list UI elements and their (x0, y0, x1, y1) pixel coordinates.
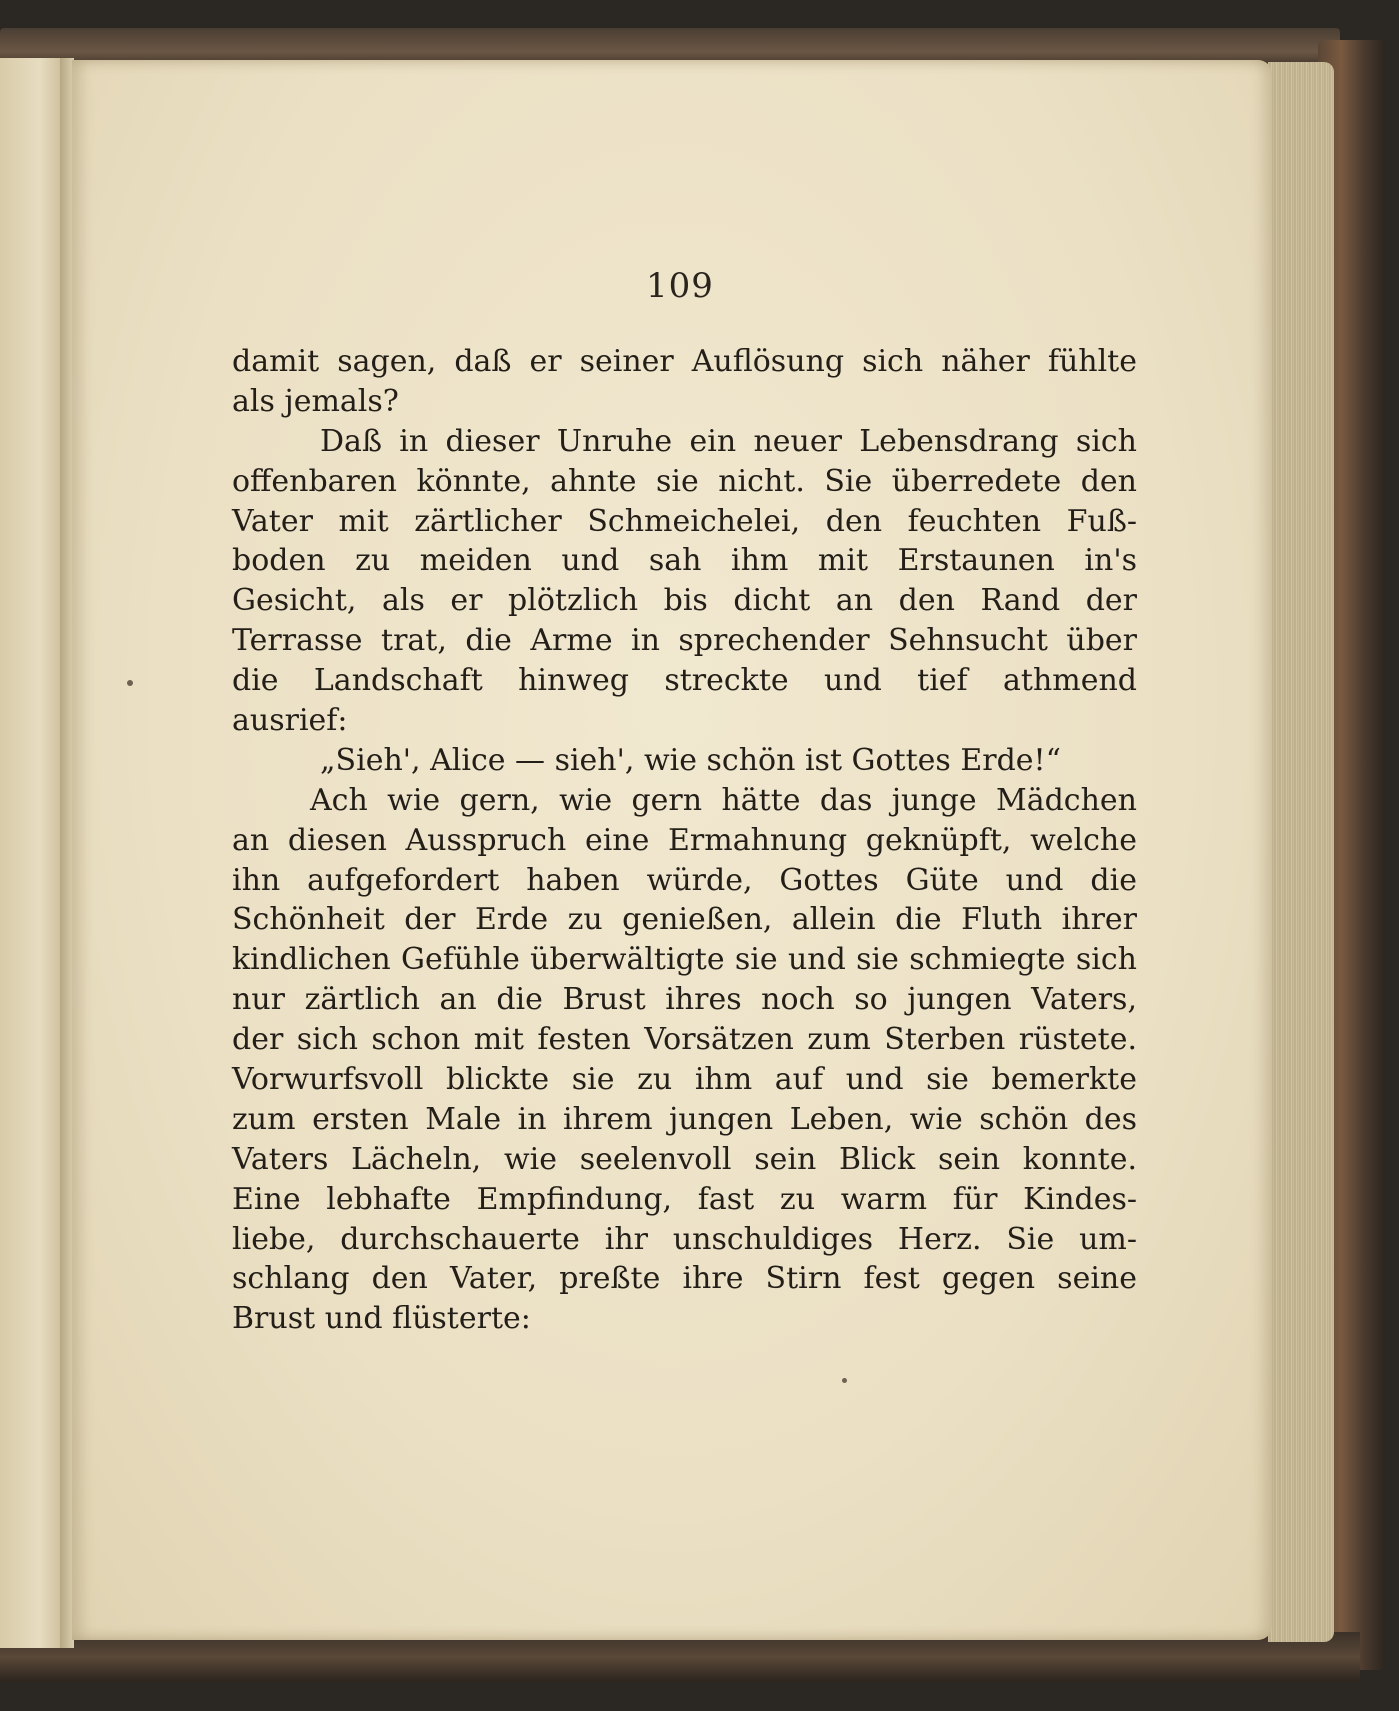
text-line: an diesen Ausspruch eine Ermahnung geknüpft, welche (232, 822, 1137, 858)
text-line: Daß in dieser Unruhe ein neuer Lebensdrang sich (320, 423, 1137, 459)
text-line: zum ersten Male in ihrem jungen Leben, wie schön des (232, 1101, 1137, 1137)
text-line: kindlichen Gefühle überwältigte sie und sie schmiegte sich (232, 942, 1137, 978)
text-line: ausrief: (232, 703, 348, 739)
text-line: nur zärtlich an die Brust ihres noch so jungen Vaters, (232, 982, 1137, 1018)
text-line: liebe, durchschauerte ihr unschuldiges Herz. Sie um- (232, 1221, 1137, 1257)
quote-line: „Sieh', Alice — sieh', wie schön ist Gottes Erde!“ (320, 742, 1061, 778)
paper-speck (127, 680, 133, 686)
text-line: offenbaren könnte, ahnte sie nicht. Sie überredete den (232, 463, 1137, 499)
text-line: Schönheit der Erde zu genießen, allein die Fluth ihrer (232, 902, 1137, 938)
book-page (72, 60, 1272, 1640)
text-line: boden zu meiden und sah ihm mit Erstaunen in's (232, 543, 1137, 579)
text-line: Eine lebhafte Empfindung, fast zu warm für Kindes- (232, 1181, 1137, 1217)
text-line: Brust und flüsterte: (232, 1301, 531, 1337)
text-line: Vaters Lächeln, wie seelenvoll sein Blick sein konnte. (232, 1141, 1137, 1177)
paper-speck (842, 1378, 847, 1383)
text-line: Ach wie gern, wie gern hätte das junge Mädchen (310, 782, 1137, 818)
page-number: 109 (646, 266, 714, 306)
text-line: Vater mit zärtlicher Schmeichelei, den feuchten Fuß- (232, 503, 1137, 539)
text-line: schlang den Vater, preßte ihre Stirn fest gegen seine (232, 1261, 1137, 1297)
text-line: Vorwurfsvoll blickte sie zu ihm auf und sie bemerkte (232, 1062, 1137, 1098)
text-line: Gesicht, als er plötzlich bis dicht an den Rand der (232, 583, 1137, 619)
text-line: die Landschaft hinweg streckte und tief athmend (232, 663, 1137, 699)
text-line: der sich schon mit festen Vorsätzen zum Sterben rüstete. (232, 1022, 1137, 1058)
text-line: ihn aufgefordert haben würde, Gottes Güte und die (232, 862, 1137, 898)
page-text (232, 342, 1137, 1339)
text-line: Terrasse trat, die Arme in sprechender Sehnsucht über (232, 623, 1137, 659)
text-line: damit sagen, daß er seiner Auflösung sich näher fühlte (232, 344, 1137, 379)
left-facing-page (0, 58, 66, 1648)
text-line: als jemals? (232, 383, 399, 419)
